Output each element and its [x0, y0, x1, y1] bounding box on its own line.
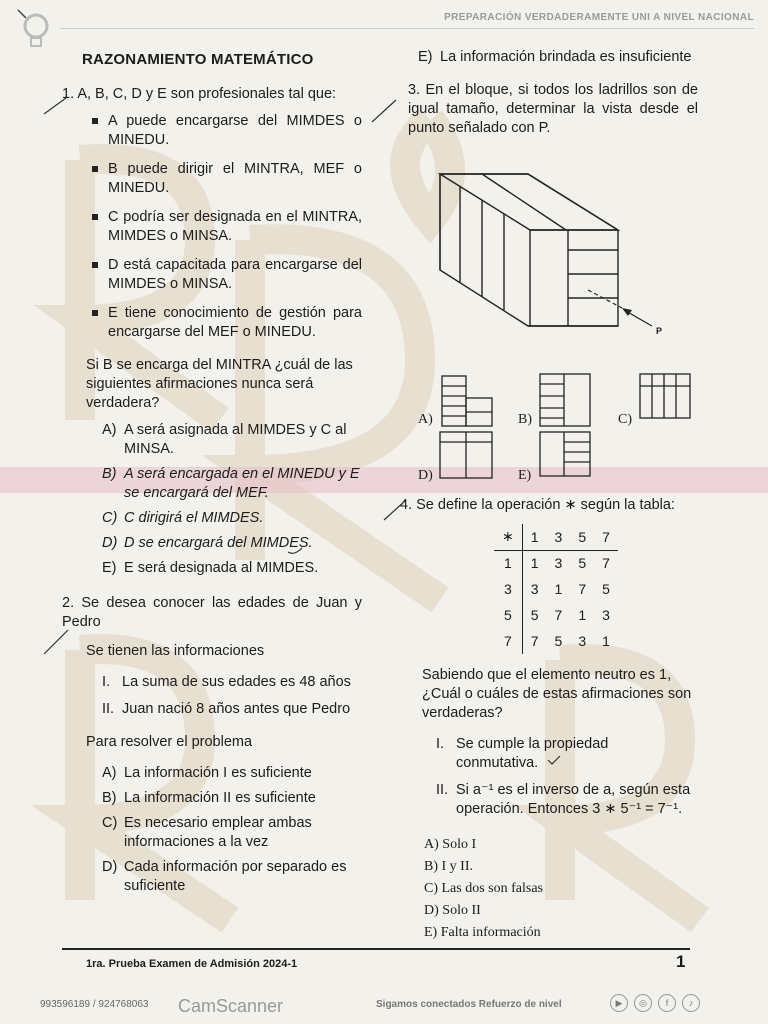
option-key: E) — [418, 49, 433, 65]
question-number: 4. — [400, 497, 413, 513]
question-2 — [62, 594, 362, 632]
table-row — [494, 576, 618, 602]
row-header: 5 — [494, 602, 522, 628]
section-title: RAZONAMIENTO MATEMÁTICO — [82, 51, 314, 68]
view-option-a[interactable] — [440, 374, 496, 430]
table-header-cell: 5 — [570, 524, 594, 550]
option-text: Cada información por separado es suficiente — [124, 859, 347, 894]
list-item: E tiene conocimiento de gestión para encargarse del MEF o MINEDU. — [92, 304, 362, 342]
option-key: C) — [424, 881, 438, 896]
question-number: 2. — [62, 595, 75, 611]
list-item — [102, 700, 362, 719]
q1-options — [102, 421, 362, 578]
option-key: B) — [102, 790, 117, 806]
q2-info-intro: Se tienen las informaciones — [86, 643, 265, 659]
option-text: Solo II — [442, 903, 481, 918]
list-item: A puede encargarse del MIMDES o MINEDU. — [92, 112, 362, 150]
option-item[interactable] — [424, 857, 694, 876]
option-item[interactable] — [102, 534, 362, 553]
q4-prompt: Sabiendo que el elemento neutro es 1, ¿Cuál o cuáles de estas afirmaciones son verdaderas? — [422, 667, 692, 721]
info-text: La suma de sus edades es 48 años — [122, 674, 351, 690]
table-corner: ∗ — [494, 524, 522, 550]
option-text: A será encargada en el MINEDU y E se encargará del MEF. — [124, 466, 360, 501]
table-cell: 7 — [578, 581, 587, 597]
option-text: Falta información — [440, 925, 541, 940]
q2-infos — [102, 673, 362, 719]
row-header: 3 — [494, 576, 522, 602]
option-key: A) — [102, 422, 117, 438]
statement-key: I. — [436, 736, 445, 752]
option-key: E) — [424, 925, 438, 940]
question-1 — [62, 85, 362, 104]
option-item[interactable] — [102, 465, 362, 503]
point-label-p: P — [656, 326, 663, 336]
table-cell: 5 — [530, 607, 539, 623]
view-option-d[interactable] — [438, 430, 496, 482]
table-cell: 3 — [602, 607, 610, 623]
camscanner-watermark: CamScanner — [178, 996, 284, 1016]
question-text: Se define la operación ∗ según la tabla: — [416, 497, 675, 513]
q4-statements — [436, 735, 694, 819]
option-item[interactable] — [102, 789, 362, 808]
option-item[interactable] — [424, 923, 694, 942]
footer-rule — [62, 948, 690, 950]
option-key: C) — [102, 510, 118, 526]
lightbulb-icon — [14, 8, 54, 52]
info-key: I. — [102, 674, 111, 690]
option-text: E será designada al MIMDES. — [124, 560, 319, 576]
table-row — [494, 550, 618, 576]
operation-table — [494, 524, 618, 654]
option-text: I y II. — [441, 859, 473, 874]
list-item: B puede dirigir el MINTRA, MEF o MINEDU. — [92, 160, 362, 198]
list-item — [102, 673, 362, 692]
question-number: 3. — [408, 82, 421, 98]
table-cell: 3 — [530, 581, 539, 597]
view-option-c[interactable] — [638, 372, 694, 422]
table-cell: 7 — [554, 607, 563, 623]
list-item — [436, 735, 694, 773]
q4-body — [422, 666, 694, 945]
list-item: C podría ser designada en el MINTRA, MIMDES o MINSA. — [92, 208, 362, 246]
option-item[interactable] — [102, 421, 362, 459]
option-key[interactable]: E) — [518, 468, 532, 483]
question-3 — [408, 81, 698, 138]
statement-text: Si a⁻¹ es el inverso de a, según esta operación. Entonces 3 ∗ 5⁻¹ = 7⁻¹. — [456, 782, 691, 817]
info-text: Juan nació 8 años antes que Pedro — [122, 701, 351, 717]
list-item: D está capacitada para encargarse del MIMDES o MINSA. — [92, 256, 362, 294]
option-text: La información II es suficiente — [124, 790, 316, 806]
table-cell: 3 — [578, 633, 587, 649]
question-text: A, B, C, D y E son profesionales tal que: — [77, 86, 337, 102]
social-icons — [610, 994, 700, 1012]
option-key[interactable]: B) — [518, 412, 532, 427]
table-cell: 5 — [554, 633, 563, 649]
option-item[interactable] — [424, 901, 694, 920]
option-key: E) — [102, 560, 117, 576]
option-text: C dirigirá el MIMDES. — [124, 510, 264, 526]
table-cell: 7 — [530, 633, 539, 649]
right-column — [408, 48, 698, 138]
option-item[interactable] — [102, 559, 362, 578]
option-item[interactable] — [102, 814, 362, 852]
left-column — [62, 48, 362, 902]
q2-option-e — [418, 48, 698, 67]
page-number: 1 — [676, 952, 686, 971]
option-item[interactable] — [424, 835, 694, 854]
option-text: Es necesario emplear ambas informaciones a la vez — [124, 815, 312, 850]
row-header: 7 — [494, 628, 522, 654]
social-caption: Sigamos conectados Refuerzo de nivel — [376, 999, 562, 1010]
table-cell: 1 — [530, 555, 539, 572]
youtube-icon[interactable]: ▶ — [610, 994, 628, 1012]
option-key: D) — [424, 903, 439, 918]
table-cell: 7 — [602, 555, 610, 572]
table-header-cell: 7 — [594, 524, 618, 550]
page-header: PREPARACIÓN VERDADERAMENTE UNI A NIVEL NACIONAL — [444, 12, 754, 23]
option-item[interactable] — [102, 509, 362, 528]
question-text: Se desea conocer las edades de Juan y Pedro — [62, 595, 362, 630]
info-key: II. — [102, 701, 115, 717]
view-option-e[interactable] — [538, 430, 594, 482]
option-key[interactable]: A) — [418, 412, 433, 427]
option-key: B) — [102, 466, 117, 482]
option-item[interactable] — [102, 764, 362, 783]
instagram-icon[interactable]: ◎ — [634, 994, 652, 1012]
option-key: D) — [102, 859, 118, 875]
table-cell: 5 — [602, 581, 610, 597]
option-text: La información I es suficiente — [124, 765, 312, 781]
header-rule — [60, 28, 754, 29]
table-cell: 1 — [554, 581, 563, 597]
footer-exam-title: 1ra. Prueba Examen de Admisión 2024-1 — [86, 958, 298, 970]
tiktok-icon[interactable]: ♪ — [682, 994, 700, 1012]
q2-prompt: Para resolver el problema — [86, 734, 253, 750]
list-item — [436, 781, 694, 819]
statement-key: II. — [436, 782, 449, 798]
table-cell: 5 — [578, 555, 587, 572]
table-cell: 3 — [554, 555, 563, 572]
table-header-cell: 1 — [522, 524, 546, 550]
option-item[interactable] — [418, 48, 698, 67]
q1-prompt: Si B se encarga del MINTRA ¿cuál de las siguientes afirmaciones nunca será verdadera? — [86, 357, 353, 411]
option-text: Solo I — [442, 837, 477, 852]
q2-options — [102, 764, 362, 896]
contact-phones: 993596189 / 924768063 — [40, 999, 149, 1010]
option-key[interactable]: D) — [418, 468, 433, 483]
option-text: La información brindada es insuficiente — [440, 49, 692, 65]
option-key: C) — [102, 815, 118, 831]
q4-options — [424, 835, 694, 942]
question-number: 1. — [62, 86, 75, 102]
brick-block-figure — [438, 170, 678, 340]
table-row — [494, 628, 618, 654]
question-4 — [400, 496, 700, 515]
table-header-row — [494, 524, 618, 550]
view-option-b[interactable] — [538, 372, 594, 430]
question-text: En el bloque, si todos los ladrillos son de igual tamaño, determinar la vista desde el punto señalado con P. — [408, 82, 698, 136]
table-row — [494, 602, 618, 628]
option-key: A) — [102, 765, 117, 781]
option-text: Las dos son falsas — [441, 881, 543, 896]
option-key: D) — [102, 535, 118, 551]
q1-conditions — [92, 112, 362, 342]
table-cell: 1 — [578, 607, 587, 623]
option-key[interactable]: C) — [618, 412, 632, 427]
option-key: B) — [424, 859, 438, 874]
option-key: A) — [424, 837, 439, 852]
facebook-icon[interactable]: f — [658, 994, 676, 1012]
option-item[interactable] — [424, 879, 694, 898]
option-item[interactable] — [102, 858, 362, 896]
option-text: A será asignada al MIMDES y C al MINSA. — [124, 422, 347, 457]
table-header-cell: 3 — [547, 524, 571, 550]
option-text: D se encargará del MIMDES. — [124, 535, 313, 551]
row-header: 1 — [494, 550, 522, 576]
table-cell: 1 — [602, 633, 610, 649]
statement-text: Se cumple la propiedad conmutativa. — [456, 736, 609, 771]
